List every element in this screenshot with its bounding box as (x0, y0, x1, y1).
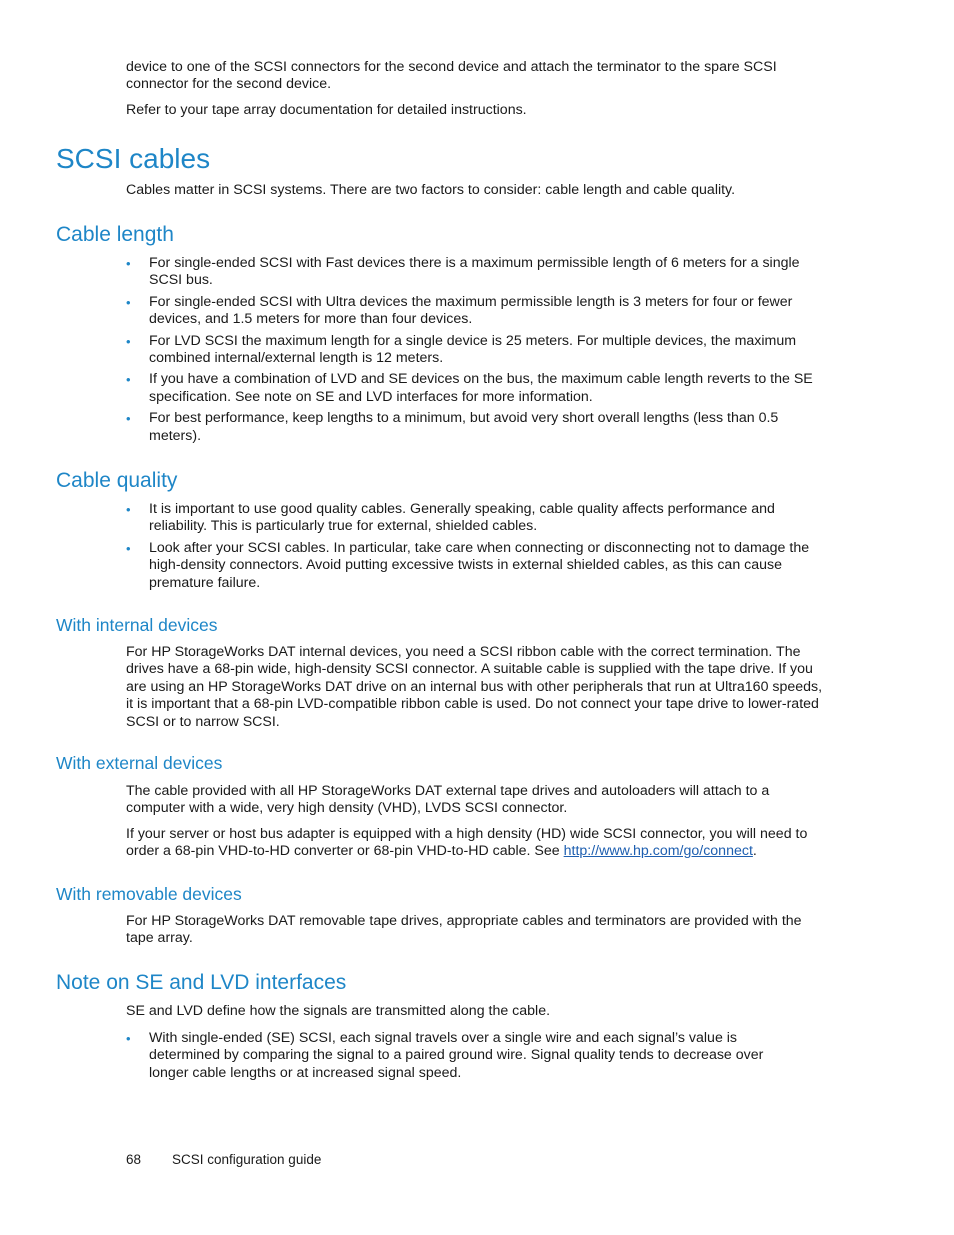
bullet-icon: • (126, 540, 131, 556)
bullet-icon: • (126, 256, 131, 271)
internal-devices-text: For HP StorageWorks DAT internal devices, you need a SCSI ribbon cable with the correct termination. The drives have a 68-pin wide, high-density SCSI connector. A suitable cable is supplied with the tape drive. If you are using an HP StorageWorks DAT drive on an internal bus with other peripherals that run at Ultra160 speeds, it is important that a 68-pin LVD-compatible ribbon cable is used. Do not connect your tape drive to lower-rated SCSI or to narrow SCSI. (126, 644, 823, 730)
page-footer (126, 1151, 321, 1168)
section-heading-scsi-cables: SCSI cables (56, 143, 211, 174)
bullet-icon: • (126, 1031, 131, 1046)
intro-paragraph-2: Refer to your tape array documentation for detailed instructions. (126, 102, 527, 118)
se-lvd-text: SE and LVD define how the signals are transmitted along the cable. (126, 1003, 551, 1019)
list-item-text: If you have a combination of LVD and SE devices on the bus, the maximum cable length reverts to the SE specification. See note on SE and LVD interfaces for more information. (149, 371, 813, 405)
section-heading-cable-quality: Cable quality (56, 469, 178, 492)
bullet-icon: • (126, 372, 131, 388)
list-item-text: Look after your SCSI cables. In particular, take care when connecting or disconnecting not to damage the high-density connectors. Avoid putting excessive twists in external shielded cables, as this can cause premature failure. (149, 539, 810, 591)
subsection-heading-internal-devices: With internal devices (56, 615, 218, 635)
list-item (126, 255, 826, 290)
list-item (126, 294, 826, 329)
scsi-cables-text: Cables matter in SCSI systems. There are two factors to consider: cable length and cable quality. (126, 182, 736, 198)
section-heading-se-lvd: Note on SE and LVD interfaces (56, 971, 347, 994)
footer-doc-title: SCSI configuration guide (172, 1152, 322, 1167)
subsection-heading-removable-devices: With removable devices (56, 884, 242, 904)
list-item-text: For single-ended SCSI with Ultra devices the maximum permissible length is 3 meters for four or fewer devices, and 1.5 meters for more than four devices. (149, 293, 793, 328)
list-item-text: For LVD SCSI the maximum length for a single device is 25 meters. For multiple devices, the maximum combined internal/external length is 12 meters. (149, 332, 797, 367)
page-number: 68 (126, 1152, 142, 1167)
list-item-text: It is important to use good quality cables. Generally speaking, cable quality affects performance and reliability. This is particularly true for external, shielded cables. (149, 501, 775, 535)
external-devices-paragraph-1: The cable provided with all HP StorageWorks DAT external tape drives and autoloaders will attach to a computer with a wide, very high density (VHD), LVDS SCSI connector. (126, 783, 770, 817)
cable-length-list (126, 255, 826, 449)
list-item-text: For single-ended SCSI with Fast devices there is a maximum permissible length of 6 meters for a single SCSI bus. (149, 255, 800, 289)
subsection-heading-external-devices: With external devices (56, 753, 223, 773)
removable-devices-text: For HP StorageWorks DAT removable tape drives, appropriate cables and terminators are provided with the tape array. (126, 913, 802, 947)
bullet-icon: • (126, 294, 131, 310)
external-devices-paragraph-2-end: . (752, 843, 757, 860)
list-item (126, 501, 826, 536)
intro-paragraph-1: device to one of the SCSI connectors for the second device and attach the terminator to the spare SCSI connector for the second device. (126, 59, 777, 93)
bullet-icon: • (126, 411, 131, 427)
section-heading-cable-length: Cable length (56, 223, 174, 246)
external-devices-paragraph-2-text: If your server or host bus adapter is equipped with a high density (HD) wide SCSI connector, you will need to order a 68-pin VHD-to-HD converter or 68-pin VHD-to-HD cable. See (126, 826, 808, 860)
hp-connect-link[interactable]: http://www.hp.com/go/connect (563, 843, 753, 860)
list-item (126, 371, 826, 406)
list-item (126, 333, 826, 368)
cable-quality-list (126, 501, 826, 596)
bullet-icon: • (126, 333, 131, 349)
list-item (126, 410, 826, 445)
list-item-text: With single-ended (SE) SCSI, each signal travels over a single wire and each signal’s value is determined by comparing the signal to a paired ground wire. Signal quality tends to decrease over longer cable lengths or at increased signal speed. (149, 1030, 764, 1081)
external-devices-paragraph-2 (126, 826, 841, 861)
list-item (126, 1030, 806, 1082)
bullet-icon: • (126, 502, 131, 517)
list-item-text: For best performance, keep lengths to a minimum, but avoid very short overall lengths (less than 0.5 meters). (149, 410, 779, 444)
se-lvd-list (126, 1030, 806, 1086)
list-item (126, 540, 826, 592)
